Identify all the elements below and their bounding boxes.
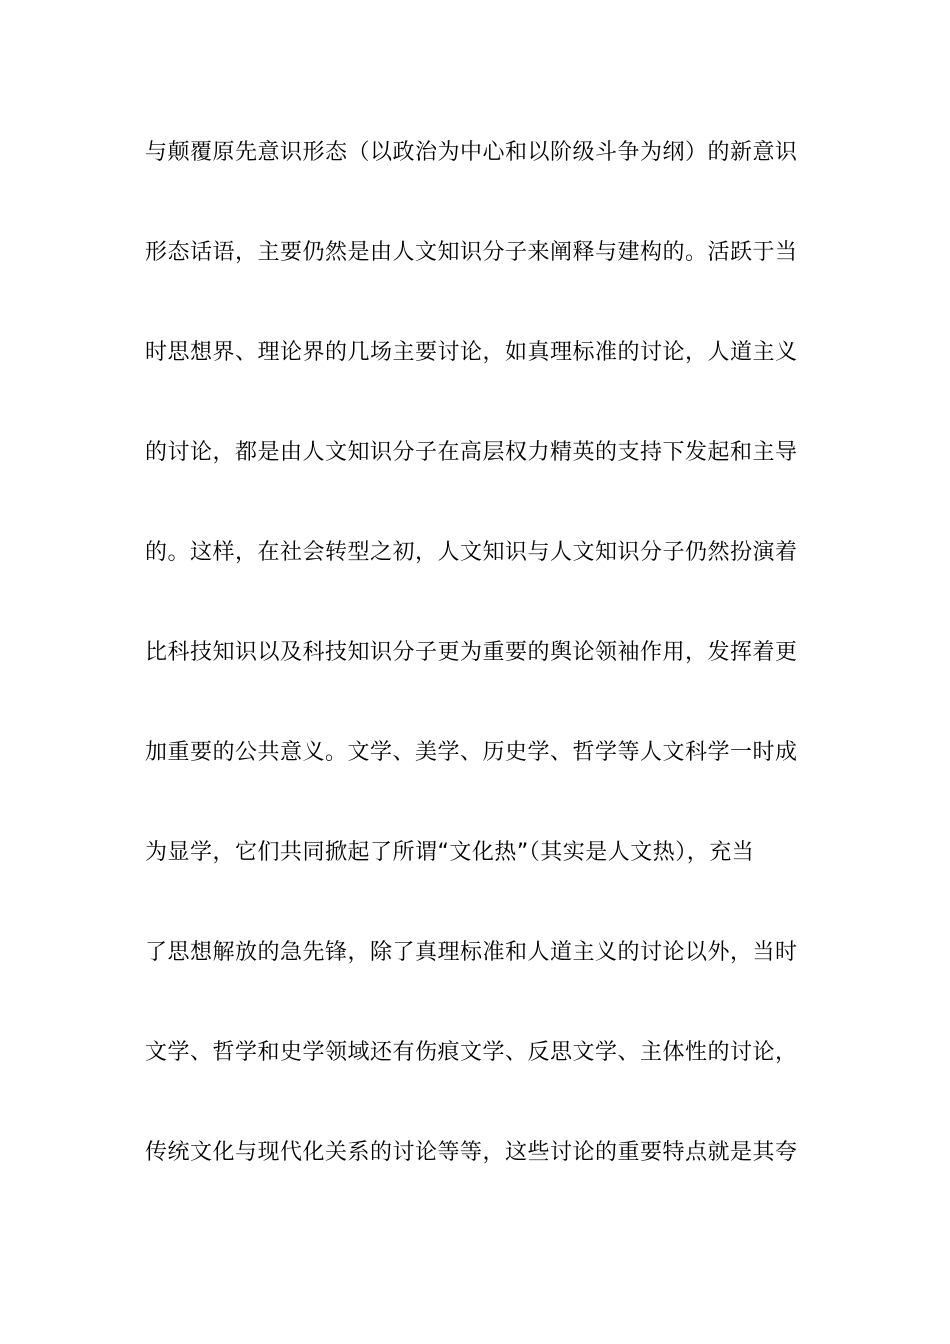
text-line: 了思想解放的急先锋，除了真理标准和人道主义的讨论以外，当时 (145, 940, 798, 965)
body-text (145, 133, 810, 1233)
text-line: 为显学，它们共同掀起了所谓“文化热”（其实是人文热），充当 (145, 840, 755, 865)
text-line: 文学、哲学和史学领域还有伤痕文学、反思文学、主体性的讨论， (145, 1040, 798, 1065)
text-line: 形态话语，主要仍然是由人文知识分子来阐释与建构的。活跃于当 (145, 240, 798, 265)
text-line: 的讨论，都是由人文知识分子在高层权力精英的支持下发起和主导 (145, 440, 798, 465)
text-line: 时思想界、理论界的几场主要讨论，如真理标准的讨论，人道主义 (145, 340, 798, 365)
text-line: 的。这样，在社会转型之初，人文知识与人文知识分子仍然扮演着 (145, 540, 798, 565)
text-line: 与颠覆原先意识形态（以政治为中心和以阶级斗争为纲）的新意识 (145, 140, 798, 165)
text-line: 传统文化与现代化关系的讨论等等，这些讨论的重要特点就是其夸 (145, 1140, 798, 1165)
text-line: 加重要的公共意义。文学、美学、历史学、哲学等人文科学一时成 (145, 740, 798, 765)
text-line: 比科技知识以及科技知识分子更为重要的舆论领袖作用，发挥着更 (145, 640, 798, 665)
